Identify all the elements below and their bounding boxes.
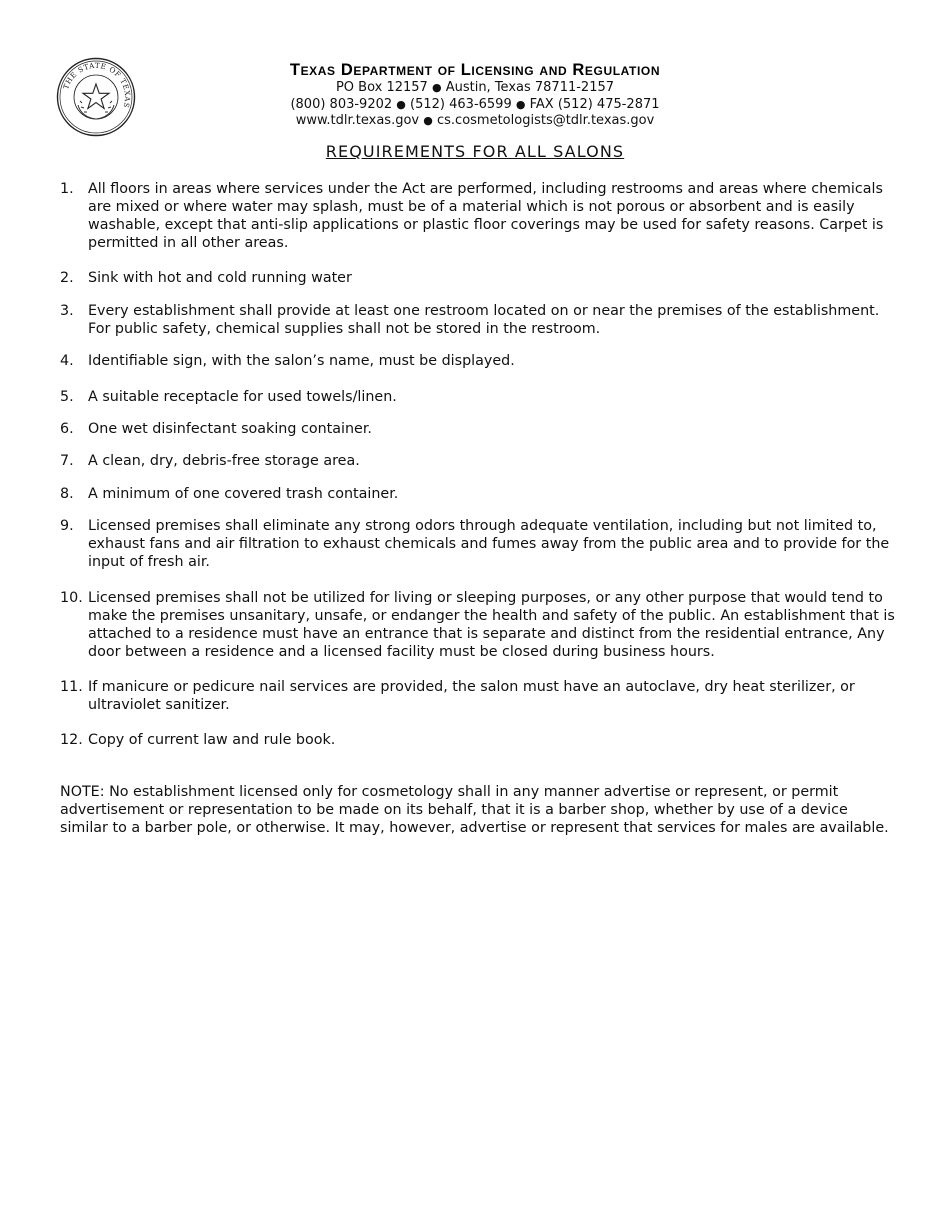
phone-local: (512) 463-6599 <box>410 96 512 112</box>
item-text: If manicure or pedicure nail services are provided, the salon must have an autoclave, dry heat sterilizer, or ultraviolet sanitizer. <box>88 679 855 713</box>
list-item <box>60 388 895 406</box>
po-box: PO Box 12157 <box>335 80 428 95</box>
bullet-icon: ● <box>396 97 406 111</box>
item-number: 9. <box>60 518 74 534</box>
letterhead <box>150 60 800 130</box>
item-number: 11. <box>60 679 83 695</box>
address-line <box>150 80 800 97</box>
item-number: 2. <box>60 270 74 286</box>
bullet-icon: ● <box>431 81 442 94</box>
page-title: REQUIREMENTS FOR ALL SALONS <box>325 142 625 161</box>
item-number: 4. <box>60 353 74 369</box>
state-seal <box>56 57 136 137</box>
requirements-list <box>60 180 895 749</box>
list-item <box>60 485 895 503</box>
item-text: A minimum of one covered trash container. <box>88 486 399 502</box>
list-item <box>60 269 895 287</box>
city-zip: Austin, Texas 78711-2157 <box>445 80 615 95</box>
item-text: A clean, dry, debris-free storage area. <box>88 453 360 469</box>
bullet-icon: ● <box>515 97 526 111</box>
item-number: 1. <box>60 181 74 197</box>
item-text: All floors in areas where services under the Act are performed, including restrooms and areas where chemicals are mixed or where water may splash, must be of a material which is not porous or absorbent and is easily washable, except that anti-slip applications or plastic floor coverings may be used for safety reasons. Carpet is permitted in all other areas. <box>88 181 884 251</box>
list-item <box>60 420 895 438</box>
item-text: Licensed premises shall not be utilized for living or sleeping purposes, or any other purpose that would tend to make the premises unsanitary, unsafe, or endanger the health and safety of the public. An establishment that is attached to a residence must have an entrance that is separate and distinct from the residential entrance, Any door between a residence and a licensed facility must be closed during business hours. <box>88 590 895 660</box>
web-line <box>150 113 800 130</box>
website-link[interactable]: www.tdlr.texas.gov <box>295 113 420 128</box>
item-number: 12. <box>60 732 83 748</box>
item-number: 3. <box>60 303 74 319</box>
list-item <box>60 180 895 252</box>
list-item <box>60 517 895 571</box>
item-number: 6. <box>60 421 74 437</box>
item-text: Licensed premises shall eliminate any strong odors through adequate ventilation, including but not limited to, exhaust fans and air filtration to exhaust chemicals and fumes away from the public area and to provide for the input of fresh air. <box>88 518 890 570</box>
seal-icon <box>56 57 136 137</box>
item-text: A suitable receptacle for used towels/linen. <box>88 389 397 405</box>
phone-line <box>150 97 800 114</box>
item-text: Every establishment shall provide at least one restroom located on or near the premises of the establishment. For public safety, chemical supplies shall not be stored in the restroom. <box>88 303 880 337</box>
fax-number: FAX (512) 475-2871 <box>529 96 660 112</box>
item-number: 5. <box>60 389 74 405</box>
list-item <box>60 678 895 714</box>
list-item <box>60 452 895 470</box>
list-item <box>60 589 895 661</box>
item-text: Identifiable sign, with the salon’s name, must be displayed. <box>88 353 515 369</box>
phone-tollfree: (800) 803-9202 <box>290 96 393 112</box>
item-text: Sink with hot and cold running water <box>88 270 352 286</box>
item-number: 7. <box>60 453 74 469</box>
list-item <box>60 731 895 749</box>
item-number: 8. <box>60 486 74 502</box>
seal-text: THE STATE OF TEXAS <box>61 60 133 110</box>
item-text: Copy of current law and rule book. <box>88 732 336 748</box>
note-paragraph: NOTE: No establishment licensed only for cosmetology shall in any manner advertise or represent, or permit advertisement or representation to be made on its behalf, that it is a barber shop, whether by use of a device similar to a barber pole, or otherwise. It may, however, advertise or represent that services for males are available. <box>60 784 889 836</box>
list-item <box>60 352 895 370</box>
list-item <box>60 302 895 338</box>
bullet-icon: ● <box>423 114 433 127</box>
organization-name: Texas Department of Licensing and Regulation <box>289 61 661 79</box>
email-link[interactable]: cs.cosmetologists@tdlr.texas.gov <box>437 113 655 128</box>
item-text: One wet disinfectant soaking container. <box>88 421 372 437</box>
item-number: 10. <box>60 590 83 606</box>
